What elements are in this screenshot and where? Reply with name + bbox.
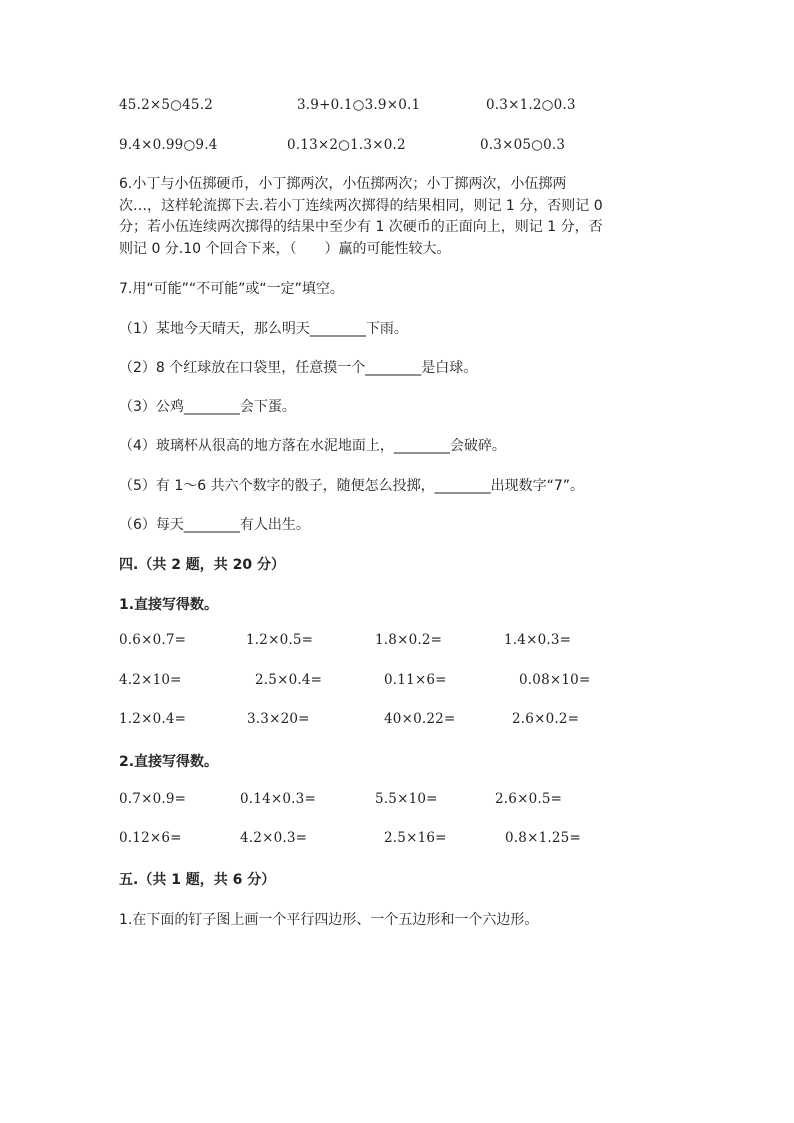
compare-row-1	[119, 97, 719, 119]
section-4-q2-title: 2.直接写得数。	[119, 754, 219, 770]
arith-expression: 0.8×1.25=	[505, 830, 581, 846]
question-6-line: 次…，这样轮流掷下去.若小丁连续两次掷得的结果相同，则记 1 分，否则记 0	[119, 197, 603, 214]
arith-expression: 1.2×0.5=	[246, 632, 314, 648]
arith-expression: 0.6×0.7=	[119, 632, 187, 648]
question-6-line: 分；若小伍连续两次掷得的结果中至少有 1 次硬币的正面向上，则记 1 分，否	[119, 219, 603, 235]
compare-expression: 3.9+0.1○3.9×0.1	[297, 97, 421, 113]
compare-expression: 0.3×1.2○0.3	[486, 97, 576, 113]
arith-row	[119, 632, 719, 654]
compare-expression: 0.3×05○0.3	[480, 137, 566, 153]
arith-expression: 0.12×6=	[119, 830, 182, 846]
arith-expression: 0.14×0.3=	[240, 791, 316, 807]
arith-row	[119, 672, 719, 694]
arith-expression: 4.2×0.3=	[240, 830, 308, 846]
question-6-line: 则记 0 分.10 个回合下来，（ ）赢的可能性较大。	[119, 240, 451, 257]
question-7-title: 7.用“可能”“不可能”或“一定”填空。	[119, 281, 344, 297]
arith-expression: 0.08×10=	[519, 672, 591, 688]
arith-row	[119, 830, 719, 852]
question-7-item: （3）公鸡________会下蛋。	[119, 399, 296, 415]
compare-row-2	[119, 137, 719, 159]
arith-expression: 1.8×0.2=	[375, 632, 443, 648]
compare-expression: 9.4×0.99○9.4	[119, 137, 218, 153]
arith-expression: 0.7×0.9=	[119, 791, 187, 807]
question-7-item: （4）玻璃杯从很高的地方落在水泥地面上，________会破碎。	[119, 438, 506, 454]
question-7-item: （6）每天________有人出生。	[119, 517, 310, 533]
arith-expression: 1.4×0.3=	[504, 632, 572, 648]
arith-expression: 2.5×16=	[384, 830, 447, 846]
section-4-heading: 四.（共 2 题，共 20 分）	[119, 557, 286, 573]
section-5-heading: 五.（共 1 题，共 6 分）	[119, 872, 276, 888]
question-6	[119, 174, 679, 260]
question-7-item: （2）8 个红球放在口袋里，任意摸一个________是白球。	[119, 360, 478, 376]
question-7-item: （5）有 1～6 共六个数字的骰子，随便怎么投掷，________出现数字“7”。	[119, 478, 585, 494]
arith-expression: 0.11×6=	[384, 672, 447, 688]
arith-expression: 2.5×0.4=	[255, 672, 323, 688]
compare-expression: 0.13×2○1.3×0.2	[287, 137, 406, 153]
arith-row	[119, 711, 719, 733]
arith-expression: 5.5×10=	[375, 791, 438, 807]
compare-expression: 45.2×5○45.2	[119, 97, 213, 113]
section-4-q1-title: 1.直接写得数。	[119, 597, 219, 613]
arith-expression: 3.3×20=	[247, 711, 310, 727]
arith-expression: 40×0.22=	[384, 711, 456, 727]
arith-expression: 1.2×0.4=	[119, 711, 187, 727]
arith-expression: 2.6×0.5=	[495, 791, 563, 807]
arith-expression: 4.2×10=	[119, 672, 182, 688]
question-7-item: （1）某地今天晴天，那么明天________下雨。	[119, 321, 408, 337]
question-6-line: 6.小丁与小伍掷硬币，小丁掷两次，小伍掷两次；小丁掷两次，小伍掷两	[119, 176, 567, 192]
arith-row	[119, 791, 719, 813]
arith-expression: 2.6×0.2=	[512, 711, 580, 727]
section-5-q1-title: 1.在下面的钉子图上画一个平行四边形、一个五边形和一个六边形。	[119, 912, 539, 928]
